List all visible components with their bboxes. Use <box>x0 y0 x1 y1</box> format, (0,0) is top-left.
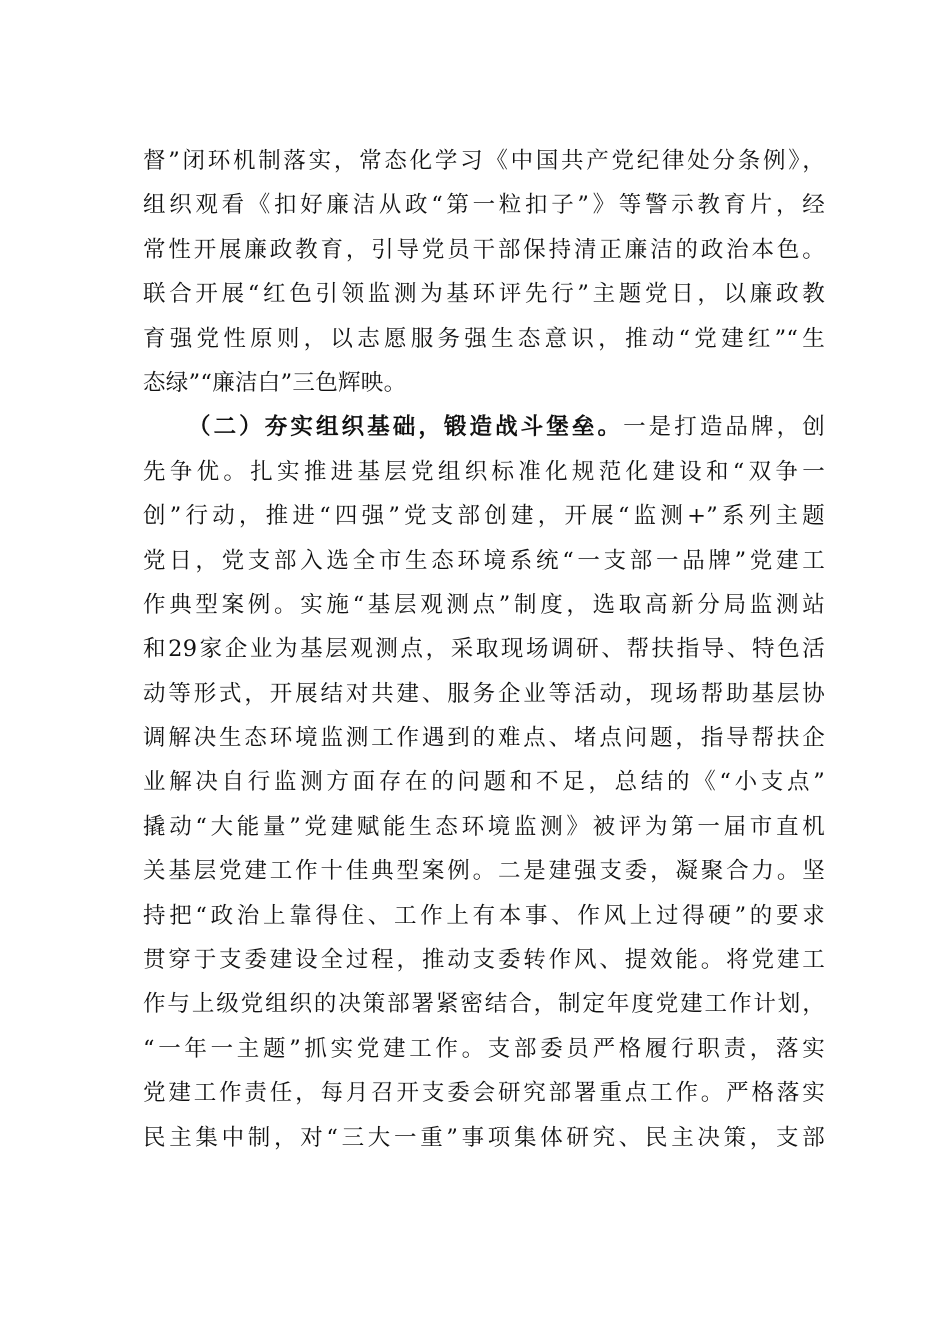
paragraph-line: 育强党性原则，以志愿服务强生态意识，推动“党建红”“生 <box>143 325 825 352</box>
section-heading-line <box>143 405 825 449</box>
paragraph-line: 组织观看《扣好廉洁从政“第一粒扣子”》等警示教育片，经 <box>143 192 825 219</box>
paragraph-line: 创”行动，推进“四强”党支部创建，开展“监测+”系列主题 <box>143 503 825 530</box>
paragraph-line: 联合开展“红色引领监测为基环评先行”主题党日，以廉政教 <box>143 281 825 308</box>
document-body <box>143 139 825 1160</box>
paragraph-line: 持把“政治上靠得住、工作上有本事、作风上过得硬”的要求 <box>143 902 825 929</box>
paragraph-line: 先争优。扎实推进基层党组织标准化规范化建设和“双争一 <box>143 458 825 485</box>
paragraph-line: 贯穿于支委建设全过程，推动支委转作风、提效能。将党建工 <box>143 947 825 974</box>
paragraph-line: 调解决生态环境监测工作遇到的难点、堵点问题，指导帮扶企 <box>143 725 825 752</box>
paragraph-line: 关基层党建工作十佳典型案例。二是建强支委，凝聚合力。坚 <box>143 858 825 885</box>
paragraph-line: 态绿”“廉洁白”三色辉映。 <box>143 369 407 396</box>
paragraph-line: 党日，党支部入选全市生态环境系统“一支部一品牌”党建工 <box>143 547 825 574</box>
paragraph-line: 督”闭环机制落实，常态化学习《中国共产党纪律处分条例》， <box>143 148 825 174</box>
paragraph-line: 党建工作责任，每月召开支委会研究部署重点工作。严格落实 <box>143 1080 825 1107</box>
paragraph-line: 动等形式，开展结对共建、服务企业等活动，现场帮助基层协 <box>143 680 825 707</box>
section-heading: （二）夯实组织基础，锻造战斗堡垒。 <box>188 414 624 441</box>
paragraph-line: 作典型案例。实施“基层观测点”制度，选取高新分局监测站 <box>143 591 825 618</box>
paragraph-text: 一是打造品牌，创 <box>623 414 825 441</box>
paragraph-line: 作与上级党组织的决策部署紧密结合，制定年度党建工作计划， <box>143 991 825 1018</box>
paragraph-line: 常性开展廉政教育，引导党员干部保持清正廉洁的政治本色。 <box>143 236 825 263</box>
paragraph-line: 业解决自行监测方面存在的问题和不足，总结的《“小支点” <box>143 769 825 796</box>
paragraph-line: “一年一主题”抓实党建工作。支部委员严格履行职责，落实 <box>143 1035 825 1062</box>
paragraph-line: 撬动“大能量”党建赋能生态环境监测》被评为第一届市直机 <box>143 813 825 840</box>
paragraph-line: 和29家企业为基层观测点，采取现场调研、帮扶指导、特色活 <box>143 636 825 663</box>
paragraph-line: 民主集中制，对“三大一重”事项集体研究、民主决策，支部 <box>143 1124 825 1151</box>
